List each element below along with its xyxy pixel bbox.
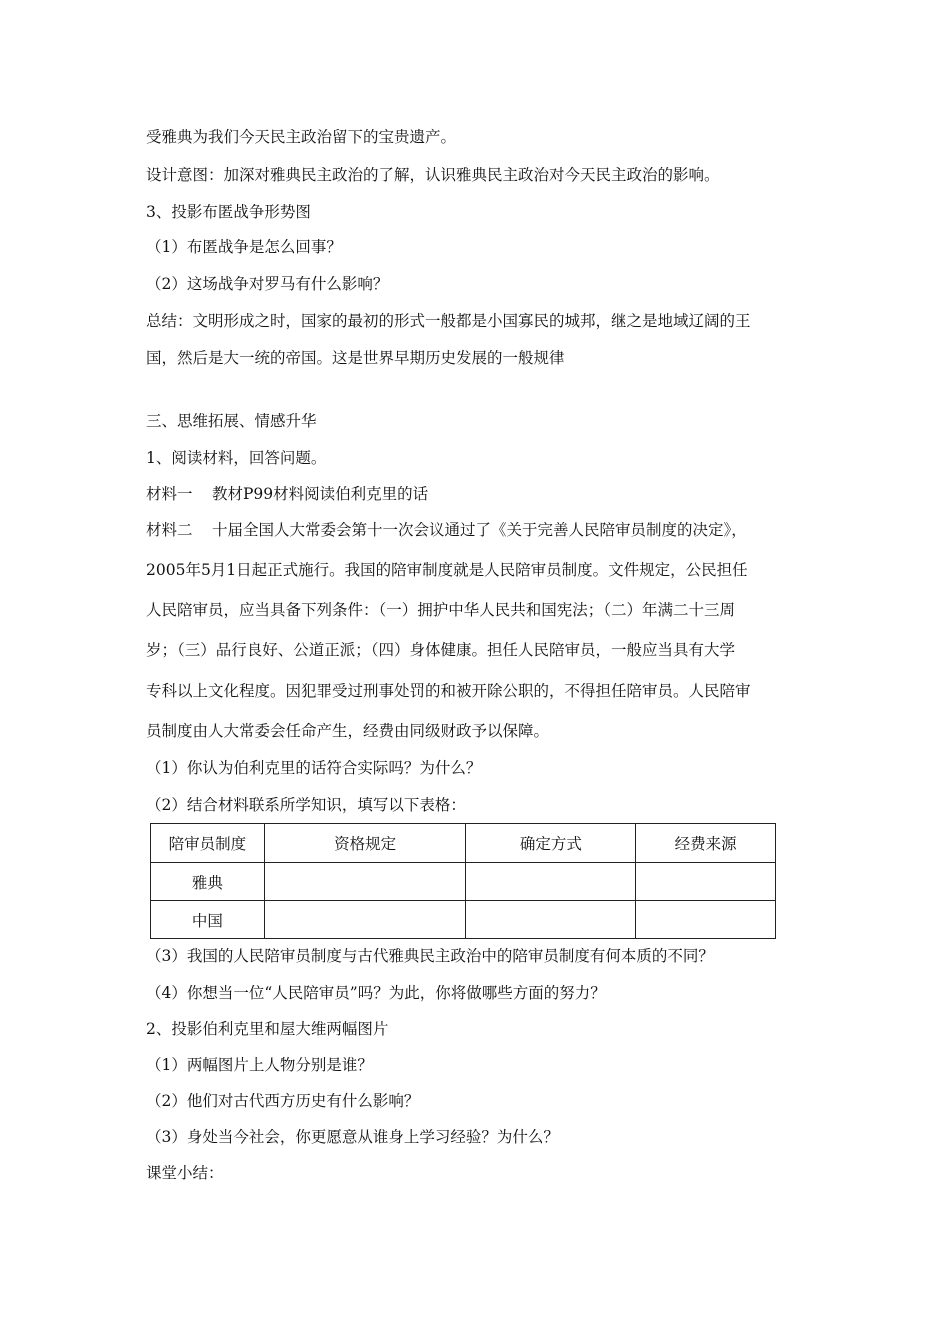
material-text-line: 2005年5月1日起正式施行。我国的陪审制度就是人民陪审员制度。文件规定，公民担任	[146, 561, 748, 579]
material-label: 材料二	[146, 521, 193, 539]
table-cell	[636, 901, 776, 939]
table-cell	[264, 863, 466, 901]
table-cell	[264, 901, 466, 939]
material-text: 十届全国人大常委会第十一次会议通过了《关于完善人民陪审员制度的决定》，	[212, 521, 747, 539]
material-label: 材料一	[146, 485, 193, 503]
task-line: 1、阅读材料，回答问题。	[146, 449, 327, 467]
table-cell	[466, 863, 636, 901]
table-cell	[466, 901, 636, 939]
material-two-line	[146, 520, 747, 540]
table-row	[151, 901, 776, 939]
question-line: （3）身处当今社会，你更愿意从谁身上学习经验？为什么？	[146, 1128, 559, 1146]
material-text-line: 专科以上文化程度。因犯罪受过刑事处罚的和被开除公职的，不得担任陪审员。人民陪审	[146, 682, 751, 700]
material-text: 教材P99材料阅读伯利克里的话	[212, 485, 429, 503]
material-one-line	[146, 484, 428, 504]
question-line: （2）他们对古代西方历史有什么影响？	[146, 1092, 420, 1110]
question-line: （2）这场战争对罗马有什么影响？	[146, 275, 389, 293]
task-line: 2、投影伯利克里和屋大维两幅图片	[146, 1020, 389, 1038]
section-item-3: 3、投影布匿战争形势图	[146, 203, 311, 221]
table-header-cell: 确定方式	[466, 824, 636, 863]
table-cell: 雅典	[151, 863, 265, 901]
table-cell	[636, 863, 776, 901]
material-text-line: 人民陪审员，应当具备下列条件：（一）拥护中华人民共和国宪法；（二）年满二十三周	[146, 601, 736, 619]
table-cell: 中国	[151, 901, 265, 939]
question-line: （3）我国的人民陪审员制度与古代雅典民主政治中的陪审员制度有何本质的不同？	[146, 947, 714, 965]
section-heading: 三、思维拓展、情感升华	[146, 412, 317, 430]
question-line: （2）结合材料联系所学知识，填写以下表格：	[146, 796, 466, 814]
table-header-row	[151, 824, 776, 863]
text-line: 受雅典为我们今天民主政治留下的宝贵遗产。	[146, 128, 457, 146]
summary-line: 总结：文明形成之时，国家的最初的形式一般都是小国寡民的城邦，继之是地域辽阔的王	[146, 312, 751, 330]
question-line: （1）你认为伯利克里的话符合实际吗？为什么？	[146, 759, 482, 777]
design-intent-line: 设计意图：加深对雅典民主政治的了解，认识雅典民主政治对今天民主政治的影响。	[146, 166, 720, 184]
table-header-cell: 资格规定	[264, 824, 466, 863]
class-summary-label: 课堂小结：	[146, 1164, 224, 1182]
material-text-line: 员制度由人大常委会任命产生，经费由同级财政予以保障。	[146, 722, 550, 740]
jury-system-table	[150, 823, 776, 939]
table-row	[151, 863, 776, 901]
question-line: （4）你想当一位“人民陪审员”吗？为此，你将做哪些方面的努力？	[146, 984, 606, 1002]
question-line: （1）两幅图片上人物分别是谁？	[146, 1056, 373, 1074]
table-header-cell: 经费来源	[636, 824, 776, 863]
summary-line: 国，然后是大一统的帝国。这是世界早期历史发展的一般规律	[146, 349, 565, 367]
material-text-line: 岁；（三）品行良好、公道正派；（四）身体健康。担任人民陪审员，一般应当具有大学	[146, 641, 736, 659]
question-line: （1）布匿战争是怎么回事？	[146, 238, 342, 256]
table-header-cell: 陪审员制度	[151, 824, 265, 863]
